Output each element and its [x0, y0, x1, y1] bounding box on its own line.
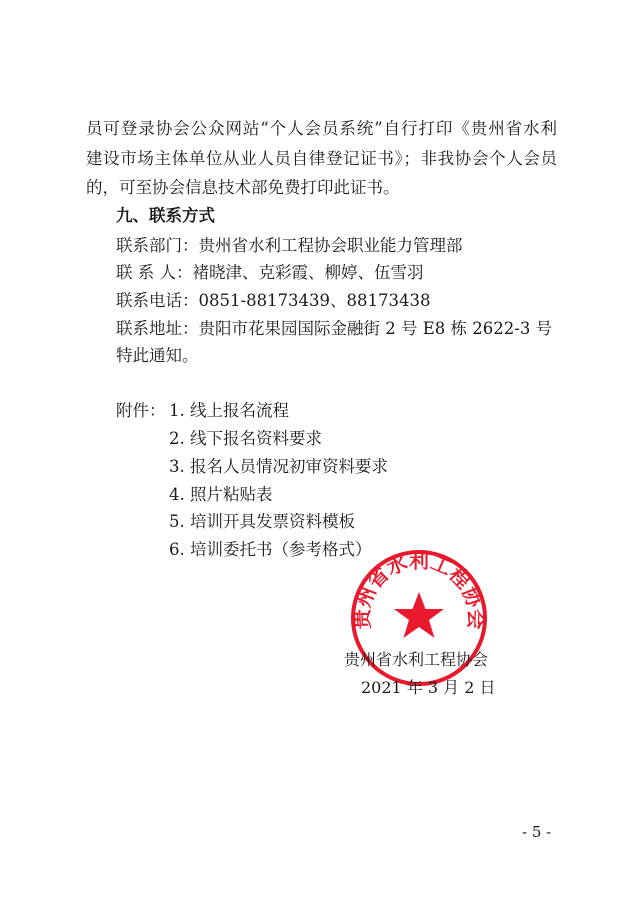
paragraph-line: 员可登录协会公众网站“个人会员系统”自行打印《贵州省水利	[86, 119, 557, 138]
contact-phone: 联系电话：0851-88173439、88173438	[116, 291, 431, 310]
seal-text: 贵州省水利工程协会	[349, 548, 489, 630]
attachment-item: 5. 培训开具发票资料模板	[169, 512, 355, 531]
contact-address: 联系地址：贵阳市花果园国际金融街 2 号 E8 栋 2622-3 号	[116, 319, 553, 338]
attachment-item: 3. 报名人员情况初审资料要求	[169, 457, 388, 476]
attachment-item: 1. 线上报名流程	[169, 401, 289, 420]
signature-date: 2021 年 3 月 2 日	[361, 678, 496, 697]
page-number: - 5 -	[522, 823, 552, 841]
paragraph-line: 的，可至协会信息技术部免费打印此证书。	[86, 178, 400, 197]
contact-department: 联系部门：贵州省水利工程协会职业能力管理部	[116, 236, 463, 255]
seal-star-icon	[394, 592, 444, 638]
attachments-label: 附件：	[116, 401, 166, 420]
signature-organization: 贵州省水利工程协会	[344, 650, 489, 669]
section-title: 九、联系方式	[116, 206, 215, 225]
paragraph-line: 建设市场主体单位从业人员自律登记证书》；非我协会个人会员	[86, 149, 557, 168]
attachment-item: 6. 培训委托书（参考格式）	[169, 540, 372, 559]
contact-person: 联 系 人：褚晓津、克彩霞、柳婷、伍雪羽	[116, 263, 424, 282]
closing-notice: 特此通知。	[116, 346, 199, 365]
attachment-item: 4. 照片粘贴表	[169, 485, 273, 504]
attachment-item: 2. 线下报名资料要求	[169, 429, 322, 448]
